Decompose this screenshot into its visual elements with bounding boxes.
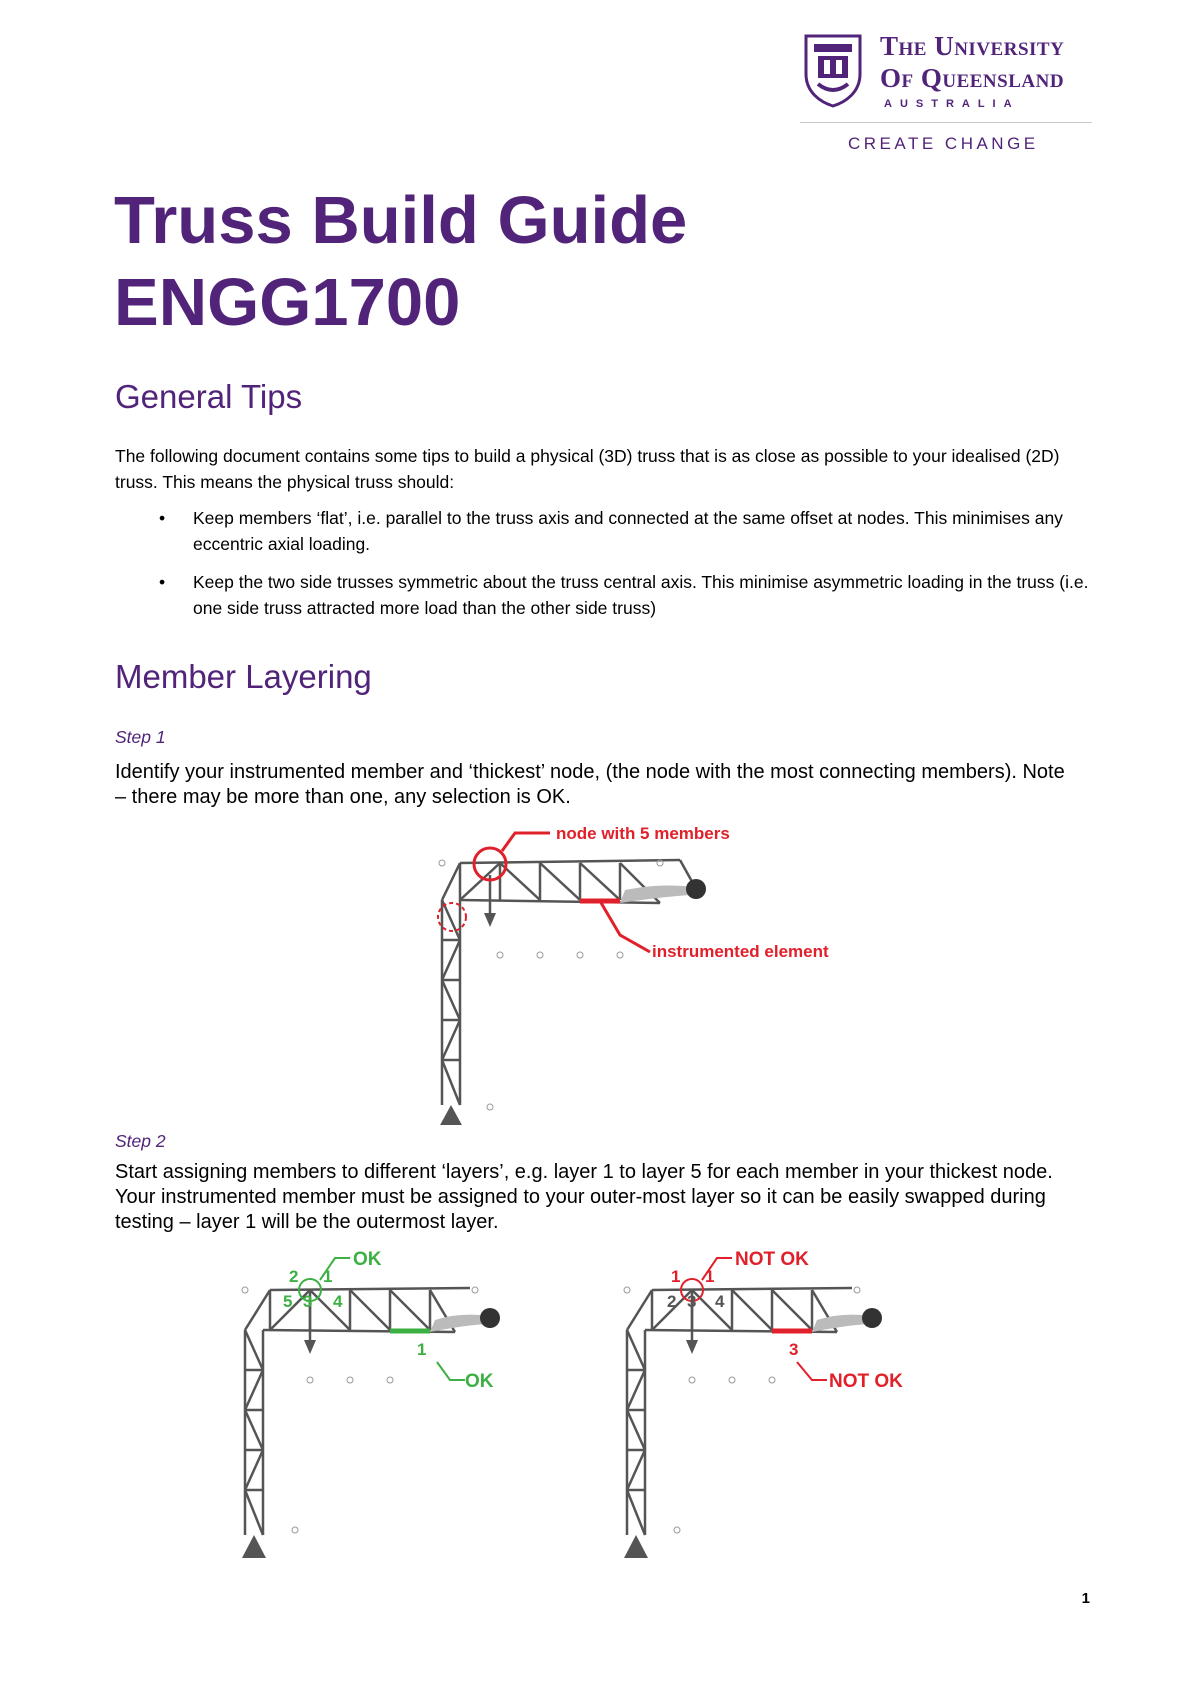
layer-label: 3 <box>303 1292 313 1311</box>
support-icon <box>242 1535 266 1558</box>
document-title-line2: ENGG1700 <box>114 265 461 340</box>
list-item <box>115 569 1095 621</box>
university-tagline: CREATE CHANGE <box>848 134 1039 153</box>
step1-text: Identify your instrumented member and ‘thickest’ node, (the node with the most connecting members). Note – there may be more than one, any selection is OK. <box>115 761 1065 808</box>
step2-not-ok-figure <box>607 1240 987 1560</box>
ok-callout-line-bottom <box>437 1362 465 1380</box>
support-icon <box>439 1105 463 1125</box>
support-icon <box>624 1535 648 1558</box>
step1-label: Step 1 <box>115 727 166 747</box>
not-ok-status-bottom: NOT OK <box>829 1371 903 1392</box>
ok-status-bottom: OK <box>465 1371 494 1392</box>
layer-label: 4 <box>715 1292 725 1311</box>
element-callout-line <box>600 901 650 952</box>
uq-crest-logo <box>804 34 862 108</box>
layer-label: 2 <box>289 1267 299 1286</box>
step2-text: Start assigning members to different ‘layers’, e.g. layer 1 to layer 5 for each member in your thickest node. Your instrumented member must be assigned to your outer-most layer so it can be easily swapped during testing – layer 1 will be the outermost layer. <box>115 1161 1053 1233</box>
not-ok-callout-line-bottom <box>797 1362 827 1380</box>
load-arrow-icon <box>686 1340 698 1354</box>
load-arrow-icon <box>304 1340 316 1354</box>
node-callout-label: node with 5 members <box>556 824 730 843</box>
layer-label: 5 <box>283 1292 293 1311</box>
bullet-text: Keep the two side trusses symmetric about the truss central axis. This minimise asymmetric loading in the truss (i.e. one side truss attracted more load than the other side truss) <box>193 572 1089 618</box>
general-tips-intro: The following document contains some tips to build a physical (3D) truss that is as close as possible to your idealised (2D) truss. This means the physical truss should: <box>115 446 1060 492</box>
bullet-text: Keep members ‘flat’, i.e. parallel to the truss axis and connected at the same offset at nodes. This minimises any eccentric axial loading. <box>193 508 1063 554</box>
layer-label: 2 <box>667 1292 677 1311</box>
general-tips-heading: General Tips <box>115 378 303 415</box>
document-title <box>114 180 687 344</box>
instrumented-layer-label: 1 <box>417 1340 427 1359</box>
layer-label: 3 <box>687 1292 697 1311</box>
general-tips-list <box>115 505 1095 633</box>
element-callout-label: instrumented element <box>652 942 829 961</box>
node-callout-line <box>502 833 550 851</box>
university-country: AUSTRALIA <box>884 98 1020 110</box>
university-name-line1: The University <box>880 31 1065 61</box>
layer-label: 1 <box>671 1267 681 1286</box>
load-arrow-icon <box>484 913 496 927</box>
layer-label: 4 <box>333 1292 343 1311</box>
step2-label: Step 2 <box>115 1131 166 1151</box>
load-point <box>862 1308 882 1328</box>
load-point <box>480 1308 500 1328</box>
instrumented-layer-label: 3 <box>789 1340 799 1359</box>
load-point <box>686 879 706 899</box>
layer-label: 1 <box>323 1267 333 1286</box>
step2-ok-figure <box>225 1240 565 1560</box>
bullet-icon: • <box>159 508 166 528</box>
list-item <box>115 505 1095 557</box>
layer-label: 1 <box>705 1267 715 1286</box>
step1-truss-figure <box>420 815 920 1125</box>
header-divider <box>800 122 1092 123</box>
university-name-line2: Of Queensland <box>880 63 1065 93</box>
document-title-line1: Truss Build Guide <box>114 183 688 258</box>
bullet-icon: • <box>159 572 166 592</box>
member-layering-heading: Member Layering <box>115 658 372 695</box>
page-number: 1 <box>1081 1590 1090 1607</box>
ok-status-top: OK <box>353 1249 382 1270</box>
university-name <box>880 30 1064 110</box>
not-ok-status-top: NOT OK <box>735 1249 809 1270</box>
